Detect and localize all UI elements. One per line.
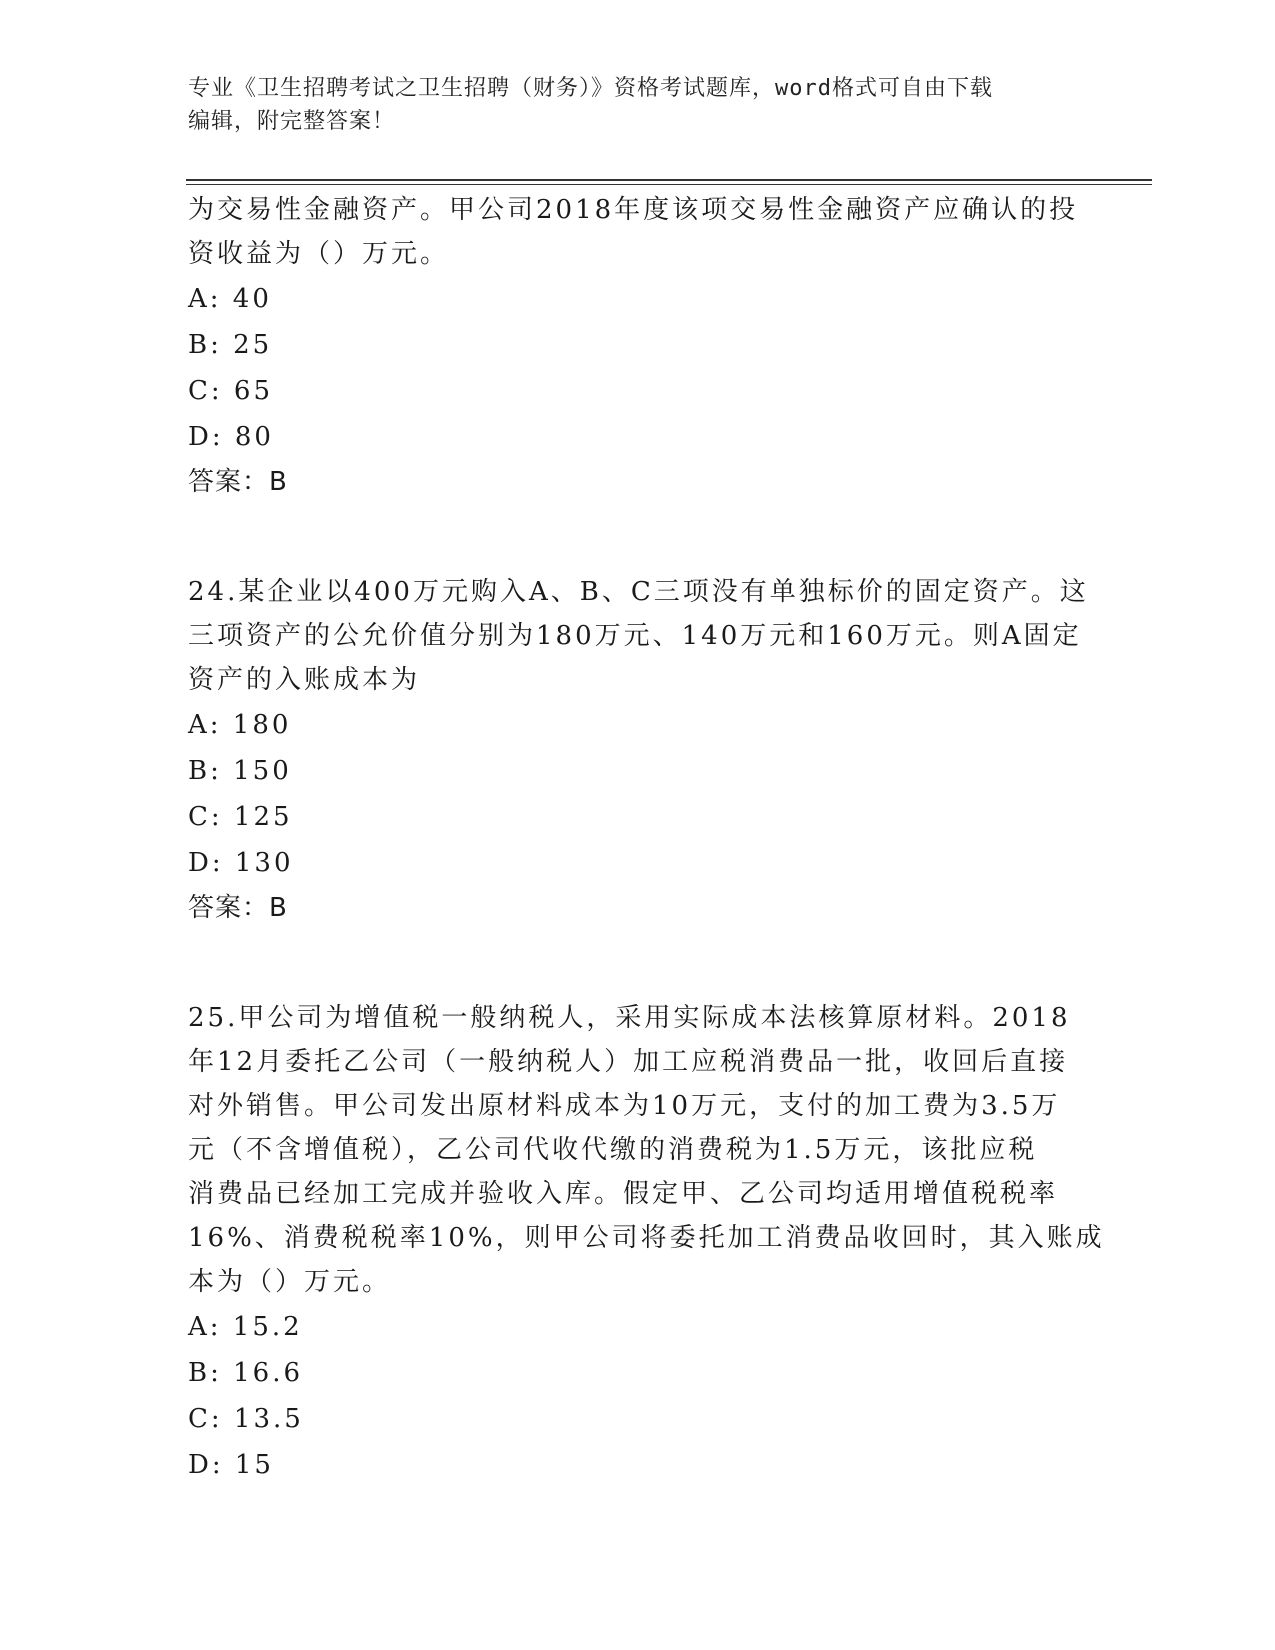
option-a: A: 15.2 [188, 1312, 303, 1342]
question-text-line: 24.某企业以400万元购入A、B、C三项没有单独标价的固定资产。这 [188, 577, 1089, 607]
option-d: D: 15 [188, 1450, 274, 1480]
option-a: A: 40 [188, 284, 272, 314]
question-text-line: 元（不含增值税），乙公司代收代缴的消费税为1.5万元，该批应税 [188, 1135, 1038, 1165]
question-text-line: 25.甲公司为增值税一般纳税人，采用实际成本法核算原材料。2018 [188, 1003, 1071, 1033]
question-text-line: 16%、消费税税率10%，则甲公司将委托加工消费品收回时，其入账成 [188, 1223, 1105, 1253]
question-text-line: 三项资产的公允价值分别为180万元、140万元和160万元。则A固定 [188, 621, 1082, 651]
question-text-line: 消费品已经加工完成并验收入库。假定甲、乙公司均适用增值税税率 [188, 1179, 1059, 1209]
option-b: B: 150 [188, 756, 292, 786]
header-rule-thick [186, 179, 1152, 181]
answer: 答案：B [188, 893, 288, 923]
question-23 [188, 188, 1088, 504]
question-25 [188, 996, 1105, 1488]
question-text-line: 资收益为（）万元。 [188, 239, 450, 269]
header-rule-thin [186, 184, 1152, 185]
header-line-1: 专业《卫生招聘考试之卫生招聘（财务）》资格考试题库，word格式可自由下载 [188, 76, 993, 101]
option-c: C: 125 [188, 802, 293, 832]
question-text-line: 资产的入账成本为 [188, 665, 421, 695]
option-d: D: 80 [188, 422, 274, 452]
document-header [188, 72, 1088, 138]
question-text-line: 年12月委托乙公司（一般纳税人）加工应税消费品一批，收回后直接 [188, 1047, 1069, 1077]
question-text-line: 为交易性金融资产。甲公司2018年度该项交易性金融资产应确认的投 [188, 195, 1079, 225]
question-24 [188, 570, 1088, 930]
question-list [188, 188, 1105, 1488]
option-b: B: 25 [188, 330, 273, 360]
answer: 答案：B [188, 467, 288, 497]
question-text-line: 本为（）万元。 [188, 1267, 392, 1297]
question-text-line: 对外销售。甲公司发出原材料成本为10万元，支付的加工费为3.5万 [188, 1091, 1061, 1121]
option-a: A: 180 [188, 710, 292, 740]
option-c: C: 65 [188, 376, 274, 406]
option-b: B: 16.6 [188, 1358, 304, 1388]
option-d: D: 130 [188, 848, 294, 878]
header-line-2: 编辑，附完整答案！ [188, 109, 396, 134]
option-c: C: 13.5 [188, 1404, 304, 1434]
